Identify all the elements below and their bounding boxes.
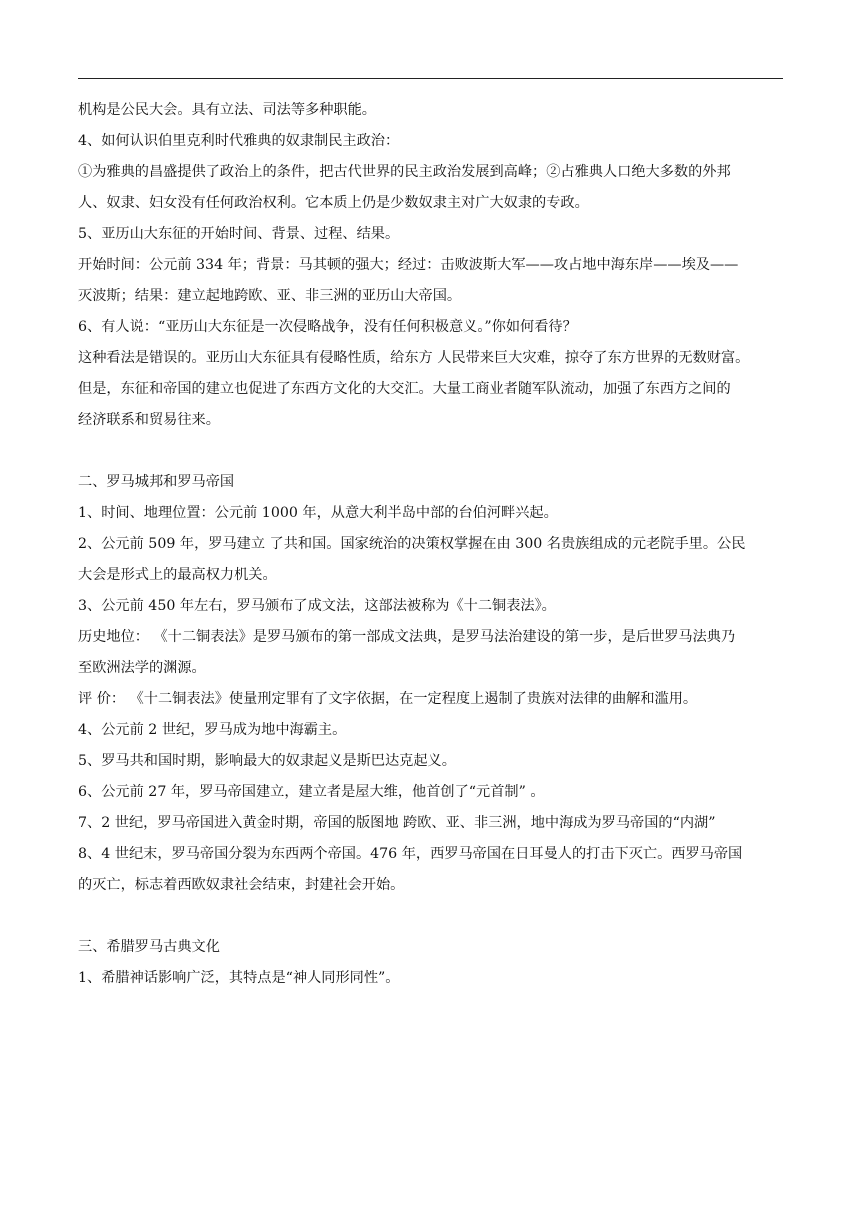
text-line: 的灭亡，标志着西欧奴隶社会结束，封建社会开始。 <box>78 877 405 893</box>
text-line: 这种看法是错误的。亚历山大东征具有侵略性质，给东方 人民带来巨大灾难，掠夺了东方世界的无数财富。 <box>78 350 750 366</box>
text-line: 经济联系和贸易往来。 <box>78 412 220 428</box>
blank-line <box>78 906 783 937</box>
section-heading: 二、罗马城邦和罗马帝国 <box>78 474 235 490</box>
text-line: 2、公元前 509 年，罗马建立 了共和国。国家统治的决策权掌握在由 300 名贵族组成的元老院手里。公民 <box>78 536 746 552</box>
text-line: ①为雅典的昌盛提供了政治上的条件，把古代世界的民主政治发展到高峰；②占雅典人口绝大多数的外邦 <box>78 164 731 180</box>
blank-line <box>78 441 783 472</box>
question-6: 6、有人说：“亚历山大东征是一次侵略战争，没有任何积极意义。”你如何看待？ <box>78 319 577 335</box>
text-line: 8、4 世纪末，罗马帝国分裂为东西两个帝国。476 年，西罗马帝国在日耳曼人的打击下灭亡。西罗马帝国 <box>78 846 743 862</box>
section-heading: 三、希腊罗马古典文化 <box>78 939 220 955</box>
text-line: 历史地位： 《十二铜表法》是罗马颁布的第一部成文法典，是罗马法治建设的第一步，是后世罗马法典乃 <box>78 629 736 645</box>
text-line: 1、希腊神话影响广泛，其特点是“神人同形同性”。 <box>78 970 400 986</box>
text-line: 4、公元前 2 世纪，罗马成为地中海霸主。 <box>78 722 347 738</box>
document-body <box>78 100 783 999</box>
text-line: 大会是形式上的最高权力机关。 <box>78 567 277 583</box>
question-4: 4、如何认识伯里克利时代雅典的奴隶制民主政治： <box>78 133 400 149</box>
text-line: 1、时间、地理位置：公元前 1000 年，从意大利半岛中部的台伯河畔兴起。 <box>78 505 558 521</box>
text-line: 灭波斯；结果：建立起地跨欧、亚、非三洲的亚历山大帝国。 <box>78 288 462 304</box>
text-line: 但是，东征和帝国的建立也促进了东西方文化的大交汇。大量工商业者随军队流动，加强了东西方之间的 <box>78 381 731 397</box>
text-line: 评 价： 《十二铜表法》使量刑定罪有了文字依据，在一定程度上遏制了贵族对法律的曲解和滥用。 <box>78 691 698 707</box>
text-line: 5、罗马共和国时期，影响最大的奴隶起义是斯巴达克起义。 <box>78 753 456 769</box>
text-line: 至欧洲法学的渊源。 <box>78 660 206 676</box>
header-rule <box>78 78 783 79</box>
text-line: 3、公元前 450 年左右，罗马颁布了成文法，这部法被称为《十二铜表法》。 <box>78 598 556 614</box>
text-line: 人、奴隶、妇女没有任何政治权利。它本质上仍是少数奴隶主对广大奴隶的专政。 <box>78 195 589 211</box>
text-line: 7、2 世纪，罗马帝国进入黄金时期，帝国的版图地 跨欧、亚、非三洲，地中海成为罗马帝国的“内湖” <box>78 815 716 831</box>
text-line: 6、公元前 27 年，罗马帝国建立，建立者是屋大维，他首创了“元首制” 。 <box>78 784 545 800</box>
text-line: 机构是公民大会。具有立法、司法等多种职能。 <box>78 102 376 118</box>
text-line: 开始时间：公元前 334 年；背景：马其顿的强大；经过：击败波斯大军——攻占地中海东岸——埃及—— <box>78 257 739 273</box>
question-5: 5、亚历山大东征的开始时间、背景、过程、结果。 <box>78 226 400 242</box>
